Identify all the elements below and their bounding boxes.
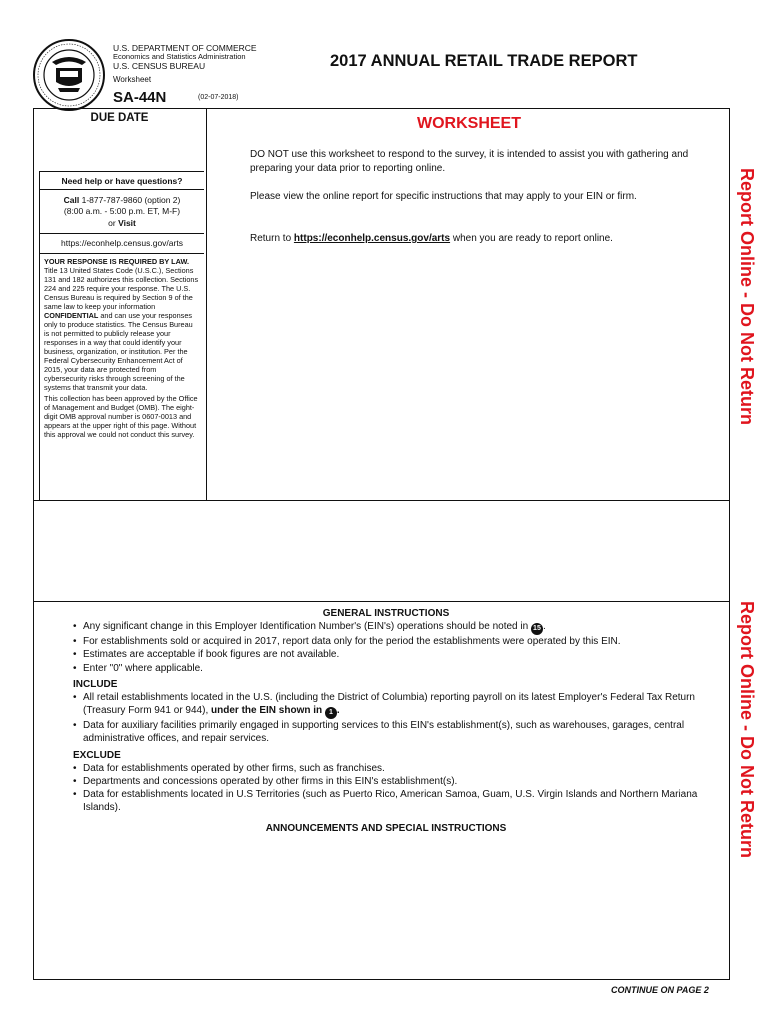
general-bullet: • Any significant change in this Employer Identification Number's (EIN's) operations should be noted in 15 . (73, 620, 699, 635)
confidential-label: CONFIDENTIAL (44, 311, 99, 321)
department-name: U.S. DEPARTMENT OF COMMERCE (113, 43, 257, 53)
help-contact (40, 190, 204, 234)
exclude-bullet: • Departments and concessions operated by other firms in this EIN's establishment(s). (73, 775, 699, 788)
include-heading: INCLUDE (73, 678, 118, 690)
agency-header (113, 44, 257, 85)
item-1-icon: 1 (325, 707, 337, 719)
general-bullet: • For establishments sold or acquired in 2017, report data only for the period the establishments were operated by this EIN. (73, 635, 699, 648)
left-column-divider (206, 109, 207, 500)
visit-label: Visit (118, 217, 136, 228)
return-suffix: when you are ready to report online. (450, 233, 613, 244)
help-hours: (8:00 a.m. - 5:00 p.m. ET, M-F) (63, 206, 181, 217)
general-bullet: • Enter "0" where applicable. (73, 662, 699, 675)
side-banner-bottom: Report Online - Do Not Return (737, 601, 757, 858)
report-title: 2017 ANNUAL RETAIL TRADE REPORT (330, 52, 638, 70)
help-heading: Need help or have questions? (40, 172, 204, 190)
help-phone[interactable]: 1-877-787-9860 (option 2) (81, 195, 181, 205)
required-by-law: YOUR RESPONSE IS REQUIRED BY LAW. (44, 257, 190, 267)
omb-notice: This collection has been approved by the Office of Management and Budget (OMB). The eight-digit OMB approval number is 0607-0013 and appears at the upper right of this page. Without this approval we could not conduct this survey. (44, 393, 198, 439)
worksheet-ein-note: Please view the online report for specific instructions that may apply to your EIN or firm. (250, 191, 637, 202)
general-instructions (73, 607, 699, 836)
or-label: or (108, 217, 116, 228)
administration-name: Economics and Statistics Administration (113, 52, 246, 62)
continue-note: CONTINUE ON PAGE 2 (611, 985, 709, 995)
worksheet-title: WORKSHEET (417, 115, 521, 132)
section-divider-bottom (33, 601, 730, 602)
due-date-label: DUE DATE (90, 112, 149, 124)
form-id: SA-44N (113, 89, 167, 106)
form-type-label: Worksheet (113, 74, 152, 84)
exclude-heading: EXCLUDE (73, 749, 121, 761)
include-bullet: • All retail establishments located in the U.S. (including the District of Columbia) reporting payroll on its latest Employer's Federal Tax Return (Treasury Form 941 or 944), under the EIN shown in 1 . (73, 691, 699, 719)
legal-notice (40, 254, 204, 439)
help-box (39, 171, 204, 501)
bureau-name: U.S. CENSUS BUREAU (113, 60, 206, 71)
general-bullet: • Estimates are acceptable if book figures are not available. (73, 648, 699, 661)
exclude-bullet: • Data for establishments located in U.S Territories (such as Puerto Rico, American Samoa, Guam, U.S. Virgin Islands and Northern Mariana Islands). (73, 788, 699, 814)
item-15-icon: 15 (531, 623, 543, 635)
department-of-commerce-seal (32, 38, 106, 112)
return-prefix: Return to (250, 233, 294, 244)
side-banner-top: Report Online - Do Not Return (737, 168, 757, 425)
include-bullet: • Data for auxiliary facilities primarily engaged in supporting services to this EIN's establishment(s), such as warehouses, garages, central administrative offices, and repair services. (73, 719, 699, 745)
form-date: (02-07-2018) (198, 94, 239, 101)
worksheet-return-note (250, 232, 700, 246)
exclude-bullet: • Data for establishments operated by other firms, such as franchises. (73, 762, 699, 775)
confidentiality-text: and can use your responses only to produce statistics. The Census Bureau is not permitted to publicly release your responses in a way that could identify your business, organization, or institution. Per the Federal Cybersecurity Enhancement Act of 2015, your data are protected from cybersecurity risks through screening of the systems that transmit your data. (44, 311, 193, 392)
announcements-heading: ANNOUNCEMENTS AND SPECIAL INSTRUCTIONS (265, 823, 507, 835)
legal-authority-text: Title 13 United States Code (U.S.C.), Sections 131 and 182 authorizes this collection. Sections 224 and 225 require your response. The U.S. Census Bureau is required by Section 9 of the same law to keep your information (44, 266, 199, 312)
worksheet-warning: DO NOT use this worksheet to respond to the survey, it is intended to assist you with gathering and preparing your data prior to reporting online. (250, 149, 689, 174)
general-instructions-heading: GENERAL INSTRUCTIONS (322, 608, 450, 619)
call-label: Call (63, 195, 80, 205)
report-online-link[interactable]: https://econhelp.census.gov/arts (293, 233, 451, 244)
help-url-link[interactable]: https://econhelp.census.gov/arts (40, 234, 204, 254)
